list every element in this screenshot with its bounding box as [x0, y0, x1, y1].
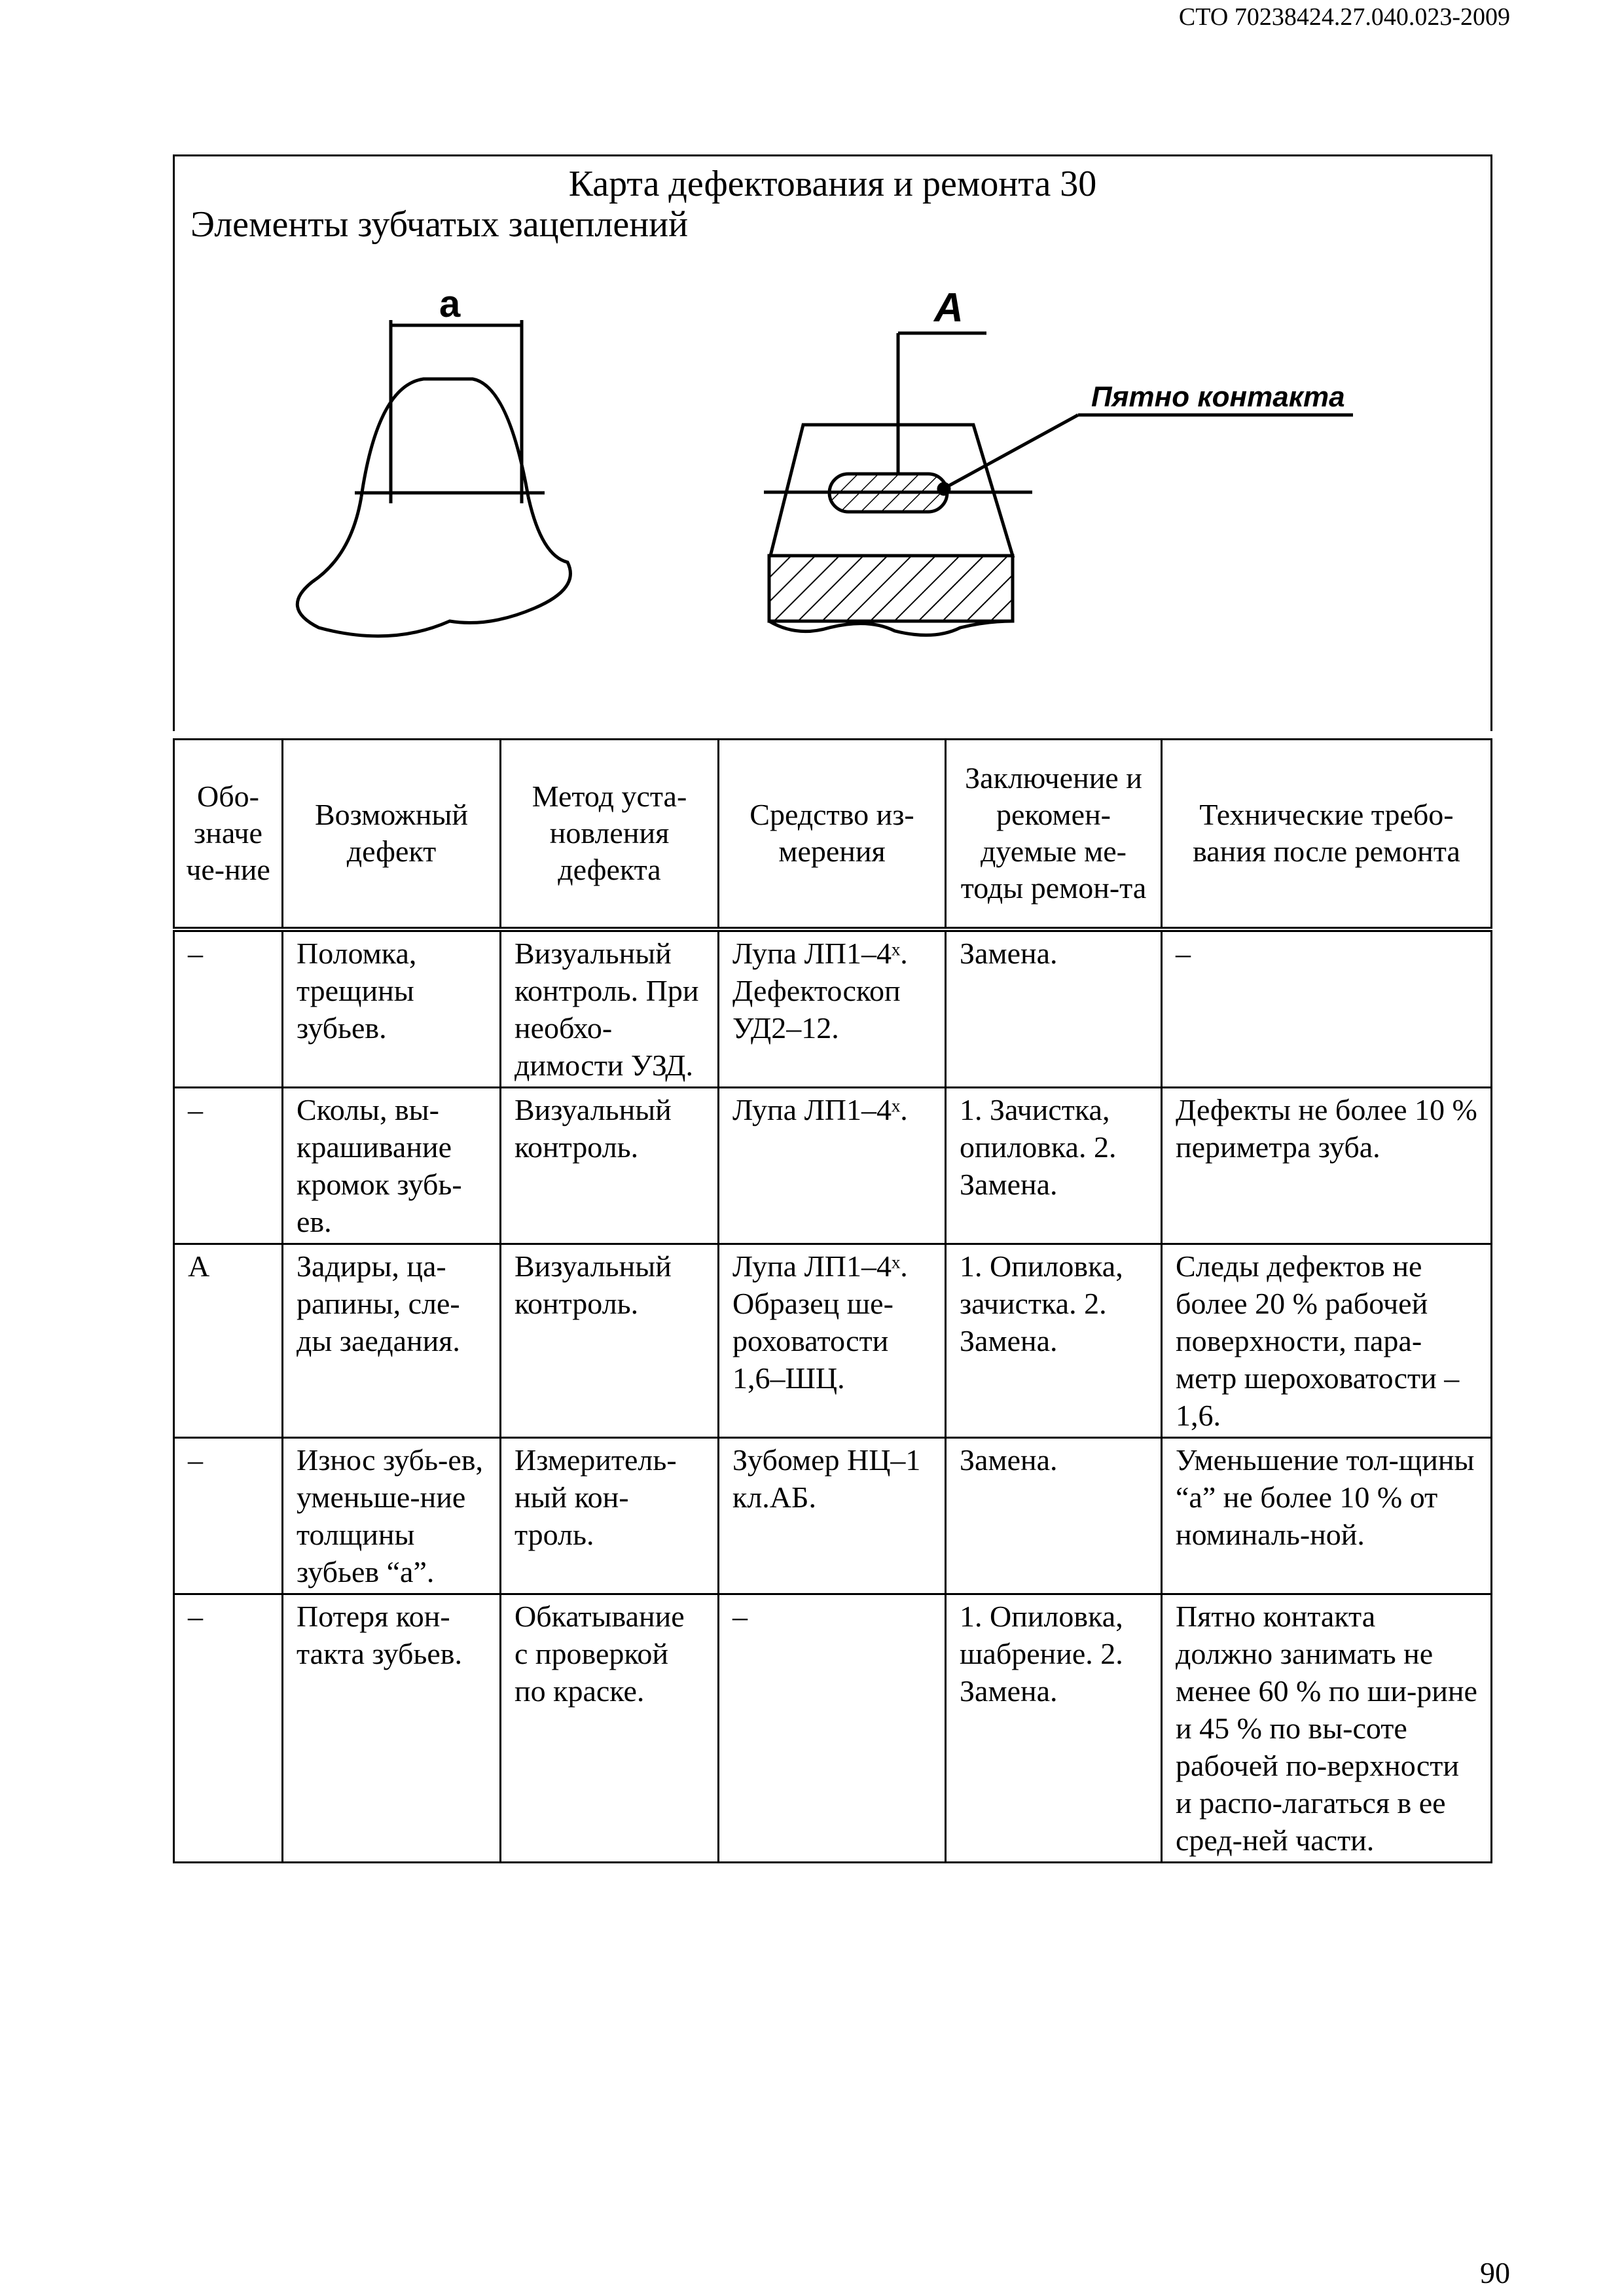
cell-tool: Лупа ЛП1–4ˣ. Образец ше-роховатости 1,6–ШЦ.: [719, 1244, 946, 1437]
gear-tooth-figure: [175, 281, 1490, 687]
cell-requirements: Уменьшение тол-щины “а” не более 10 % от номиналь-ной.: [1162, 1437, 1492, 1594]
cell-designation: –: [174, 1437, 283, 1594]
view-A-label: A: [934, 285, 964, 331]
card-title: Карта дефектования и ремонта 30: [568, 164, 1097, 204]
cell-designation: –: [174, 1087, 283, 1244]
dimension-a-label: a: [439, 283, 461, 325]
header-designation: Обо-значе че-ние: [174, 740, 283, 929]
cell-requirements: –: [1162, 929, 1492, 1088]
page-number: 90: [1480, 2256, 1510, 2289]
cell-method: Обкатывание с проверкой по краске.: [501, 1594, 719, 1862]
cell-tool: Лупа ЛП1–4ˣ. Дефектоскоп УД2–12.: [719, 929, 946, 1088]
cell-method: Измеритель-ный кон-троль.: [501, 1437, 719, 1594]
cell-method: Визуальный контроль. При необхо-димости УЗД.: [501, 929, 719, 1088]
header-requirements: Технические требо-вания после ремонта: [1162, 740, 1492, 929]
table-row: [174, 1087, 1492, 1244]
cell-defect: Износ зубь-ев, уменьше-ние толщины зубьев “а”.: [283, 1437, 501, 1594]
cell-conclusion: Замена.: [946, 1437, 1162, 1594]
header-tool: Средство из-мерения: [719, 740, 946, 929]
header-method: Метод уста-новления дефекта: [501, 740, 719, 929]
cell-defect: Поломка, трещины зубьев.: [283, 929, 501, 1088]
table-row: [174, 929, 1492, 1088]
cell-conclusion: 1. Опиловка, зачистка. 2. Замена.: [946, 1244, 1162, 1437]
header-conclusion: Заключение и рекомен-дуемые ме-тоды ремон-та: [946, 740, 1162, 929]
document-code: СТО 70238424.27.040.023-2009: [1178, 3, 1510, 31]
cell-method: Визуальный контроль.: [501, 1087, 719, 1244]
cell-defect: Задиры, ца-рапины, сле-ды заедания.: [283, 1244, 501, 1437]
cell-requirements: Дефекты не более 10 % периметра зуба.: [1162, 1087, 1492, 1244]
cell-designation: А: [174, 1244, 283, 1437]
contact-patch-label: Пятно контакта: [1091, 381, 1345, 413]
cell-conclusion: Замена.: [946, 929, 1162, 1088]
cell-conclusion: 1. Зачистка, опиловка. 2. Замена.: [946, 1087, 1162, 1244]
cell-designation: –: [174, 1594, 283, 1862]
tooth-profile-drawing: [297, 320, 570, 636]
cell-requirements: Пятно контакта должно занимать не менее 60 % по ши-рине и 45 % по вы-соте рабочей по-верхности и распо-лагаться в ее сред-ней части.: [1162, 1594, 1492, 1862]
cell-requirements: Следы дефектов не более 20 % рабочей поверхности, пара-метр шероховатости –1,6.: [1162, 1244, 1492, 1437]
cell-tool: Лупа ЛП1–4ˣ.: [719, 1087, 946, 1244]
table-row: [174, 1437, 1492, 1594]
cell-tool: Зубомер НЦ–1 кл.АБ.: [719, 1437, 946, 1594]
defect-card: [173, 154, 1492, 731]
cell-defect: Сколы, вы-крашивание кромок зубь-ев.: [283, 1087, 501, 1244]
cell-designation: –: [174, 929, 283, 1088]
header-defect: Возможный дефект: [283, 740, 501, 929]
cell-tool: –: [719, 1594, 946, 1862]
contact-patch-drawing: [764, 333, 1353, 635]
defect-table: [173, 738, 1492, 1863]
cell-defect: Потеря кон-такта зубьев.: [283, 1594, 501, 1862]
table-row: [174, 1594, 1492, 1862]
cell-method: Визуальный контроль.: [501, 1244, 719, 1437]
card-subtitle: Элементы зубчатых зацеплений: [190, 204, 689, 245]
table-header-row: [174, 740, 1492, 929]
table-row: [174, 1244, 1492, 1437]
cell-conclusion: 1. Опиловка, шабрение. 2. Замена.: [946, 1594, 1162, 1862]
